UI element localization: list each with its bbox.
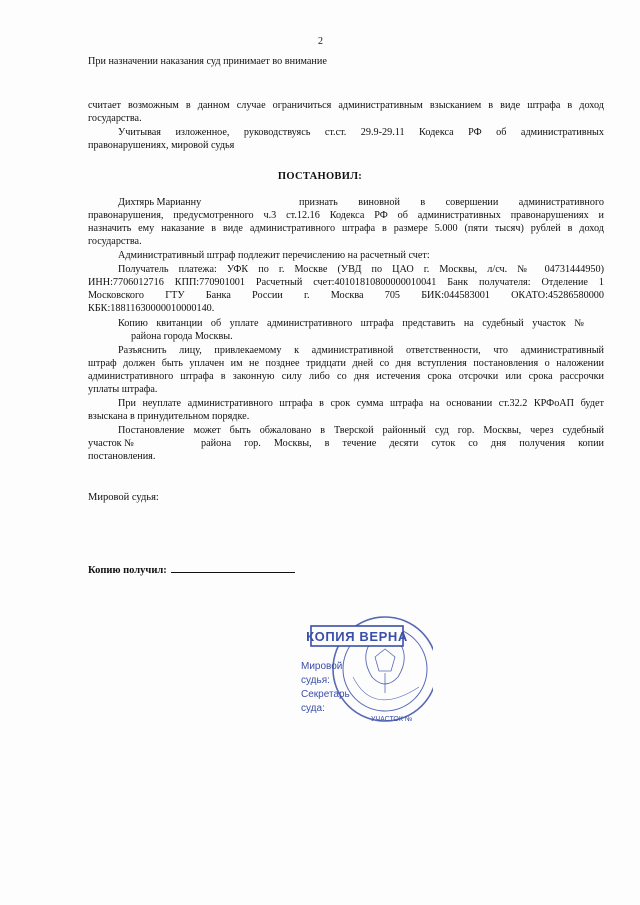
- decision-line1: признать виновной в совершении административного: [299, 197, 604, 208]
- decision-heading: ПОСТАНОВИЛ:: [277, 171, 363, 182]
- para2-line1: Учитывая изложенное, руководствуясь ст.ст. 29.9-29.11 Кодекса РФ об административных: [118, 127, 604, 138]
- appeal-line2b: района гор. Москвы, в течение десяти суток со дня получения копии: [201, 438, 604, 449]
- decision-line2: правонарушения, предусмотренного ч.3 ст.12.16 Кодекса РФ об административных правонарушениях и: [88, 210, 604, 221]
- payment-line1: Административный штраф подлежит перечислению на расчетный счет:: [118, 250, 430, 261]
- stamp-line-2: судья:: [301, 675, 330, 686]
- explain-line2: штраф должен быть уплачен им не позднее тридцати дней со дня вступления постановления о наложении: [88, 358, 604, 369]
- receipt-line1: Копию квитанции об уплате административного штрафа представить на судебный участок №: [118, 318, 584, 329]
- payment-line2: Получатель платежа: УФК по г. Москве (УВД по ЦАО г. Москвы, л/сч. № 04731444950): [118, 264, 604, 275]
- judge-label: Мировой судья:: [88, 492, 159, 503]
- stamp-line-3: Секретарь: [301, 689, 350, 700]
- defendant-name: Дихтярь Марианну: [118, 197, 202, 208]
- payment-line5: КБК:18811630000010000140.: [88, 303, 215, 314]
- appeal-line3: постановления.: [88, 451, 156, 462]
- para1-line2: государства.: [88, 113, 142, 124]
- receipt-line2: района города Москвы.: [131, 331, 233, 342]
- appeal-line1: Постановление может быть обжаловано в Тверской районный суд гор. Москвы, через судебный: [118, 425, 604, 436]
- explain-line4: уплаты штрафа.: [88, 384, 158, 395]
- explain-line3: административного штрафа в законную силу либо со дня истечения срока отсрочки или срока рассрочки: [88, 371, 604, 382]
- explain-line1: Разъяснить лицу, привлекаемому к административной ответственности, что административный: [118, 345, 604, 356]
- para1-line1: считает возможным в данном случае ограничиться административным взысканием в виде штрафа в доход: [88, 100, 604, 111]
- stamp-line-4: суда:: [301, 703, 325, 714]
- appeal-line2a: участок №: [88, 438, 134, 449]
- decision-line3: назначить ему наказание в виде административного штрафа в размере 5.000 (пяти тысяч) рублей в доход: [88, 223, 604, 234]
- nonpay-line2: взыскана в принудительном порядке.: [88, 411, 250, 422]
- nonpay-line1: При неуплате административного штрафа в срок сумма штрафа на основании ст.32.2 КРФоАП будет: [118, 398, 604, 409]
- intro-line: При назначении наказания суд принимает во внимание: [88, 56, 327, 67]
- copy-received-label: Копию получил:: [88, 565, 167, 576]
- signature-line: [171, 563, 295, 573]
- stamp-main-text: КОПИЯ ВЕРНА: [306, 629, 408, 644]
- decision-line4: государства.: [88, 236, 142, 247]
- para2-line2: правонарушениях, мировой судья: [88, 140, 235, 151]
- stamp-copy-verified-icon: [283, 607, 433, 731]
- payment-line3: ИНН:7706012716 КПП:770901001 Расчетный счет:40101810800000010041 Банк получателя: Отделение 1: [88, 277, 604, 288]
- stamp-seal-bottom: УЧАСТОК №: [371, 716, 413, 723]
- copy-received-row: [88, 563, 295, 577]
- stamp-line-1: Мировой: [301, 661, 343, 672]
- payment-line4: Московского ГТУ Банка России г. Москва 705 БИК:044583001 ОКАТО:45286580000: [88, 290, 604, 301]
- page-number: 2: [318, 36, 323, 47]
